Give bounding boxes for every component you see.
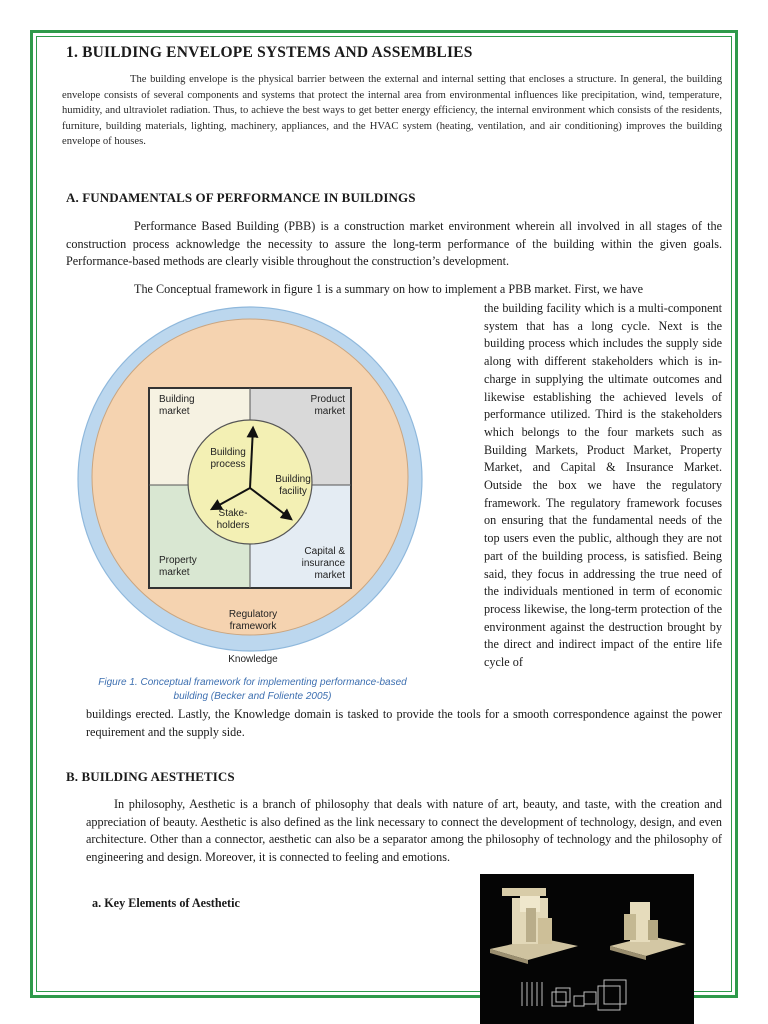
page-title: 1. BUILDING ENVELOPE SYSTEMS AND ASSEMBLIES — [66, 44, 473, 61]
label-process-2: process — [210, 459, 246, 470]
conceptual-tail: buildings erected. Lastly, the Knowledge domain is tasked to provide the tools for a smooth correspondence against the power requirement and the supply side. — [86, 707, 722, 739]
section-a-title: A. FUNDAMENTALS OF PERFORMANCE IN BUILDINGS — [66, 190, 416, 205]
pbb-paragraph: Performance Based Building (PBB) is a construction market environment wherein all involved in all stages of the construction process acknowledge the necessity to assure the long-term performance of the building within the given goals. Performance-based methods are clearly visible throughout the construction’s development. — [66, 219, 722, 268]
label-facility-1: Building — [275, 474, 311, 485]
label-product-market-2: market — [314, 406, 345, 417]
label-capital-market-1: Capital & — [304, 546, 345, 557]
label-property-market-1: Property — [159, 555, 197, 566]
conceptual-side-column: the building facility which is a multi-component system that has a long cycle. Next is the building process which includes the supply side along with different stakeholders which is in-charge in supplying the ultimate outcomes and likewise establishing the achieved levels of performance utilized. Third is the stakeholders which belongs to the four markets such as Building Markets, Product Market, Property Market, and Capital & Insurance Market. Outside the box we have the regulatory framework. The regulatory framework focuses on ensuring that the fundamental needs of the top users even the public, although they are not part of the building process, is satisfied. Being said, they focus in addressing the true need of the individuals mentioned in term of economic process likewise, the long-term protection of the environment against the destruction brought by the direct and indirect impact of the entire life cycle of — [484, 301, 722, 670]
label-capital-market-3: market — [314, 570, 345, 581]
key-elements-subheading: a. Key Elements of Aesthetic — [92, 896, 240, 910]
label-regulatory-1: Regulatory — [228, 609, 278, 620]
aesthetic-paragraph: In philosophy, Aesthetic is a branch of philosophy that deals with nature of art, beauty, and taste, with the creation and appreciation of beauty. Aesthetic is also defined as the link necessary to connect the development of technology, design, and even architecture. Other than a connector, aesthetic can also be a separator among the philosophy of technology and the philosophy of engineering and design. Moreover, it is connected to feeling and emotions. — [86, 797, 722, 864]
label-process-1: Building — [210, 447, 246, 458]
conceptual-first-line: The Conceptual framework in figure 1 is a summary on how to implement a PBB market. First, we have — [134, 282, 644, 296]
section-b-title: B. BUILDING AESTHETICS — [66, 769, 235, 784]
label-product-market-1: Product — [310, 394, 345, 405]
intro-paragraph: The building envelope is the physical barrier between the external and internal setting that encloses a structure. In general, the building envelope consists of several components and systems that protect the internal area from environmental influences like precipitation, wind, temperature, humidity, and ultraviolet radiation. Thus, to achieve the best ways to get better energy efficiency, the internal environment which consists of the residents, furniture, building materials, lighting, machinery, appliances, and the HVAC system (heating, ventilation, and air conditioning) improves the building envelope of houses. — [62, 74, 722, 148]
label-stakeholders-1: Stake- — [218, 508, 248, 519]
label-knowledge: Knowledge — [228, 654, 278, 665]
label-stakeholders-2: holders — [216, 520, 250, 531]
label-regulatory-2: framework — [229, 621, 277, 632]
label-facility-2: facility — [279, 486, 307, 497]
label-capital-market-2: insurance — [301, 558, 345, 569]
label-building-market-2: market — [159, 406, 190, 417]
figure-caption — [80, 676, 425, 703]
figure-caption-line-1: Figure 1. Conceptual framework for implementing performance-based — [98, 677, 407, 688]
architectural-models-photo — [480, 874, 694, 1024]
figure-caption-line-2: building (Becker and Foliente 2005) — [173, 690, 332, 702]
label-building-market-1: Building — [159, 394, 195, 405]
conceptual-framework-diagram — [75, 306, 430, 676]
label-property-market-2: market — [159, 567, 190, 578]
